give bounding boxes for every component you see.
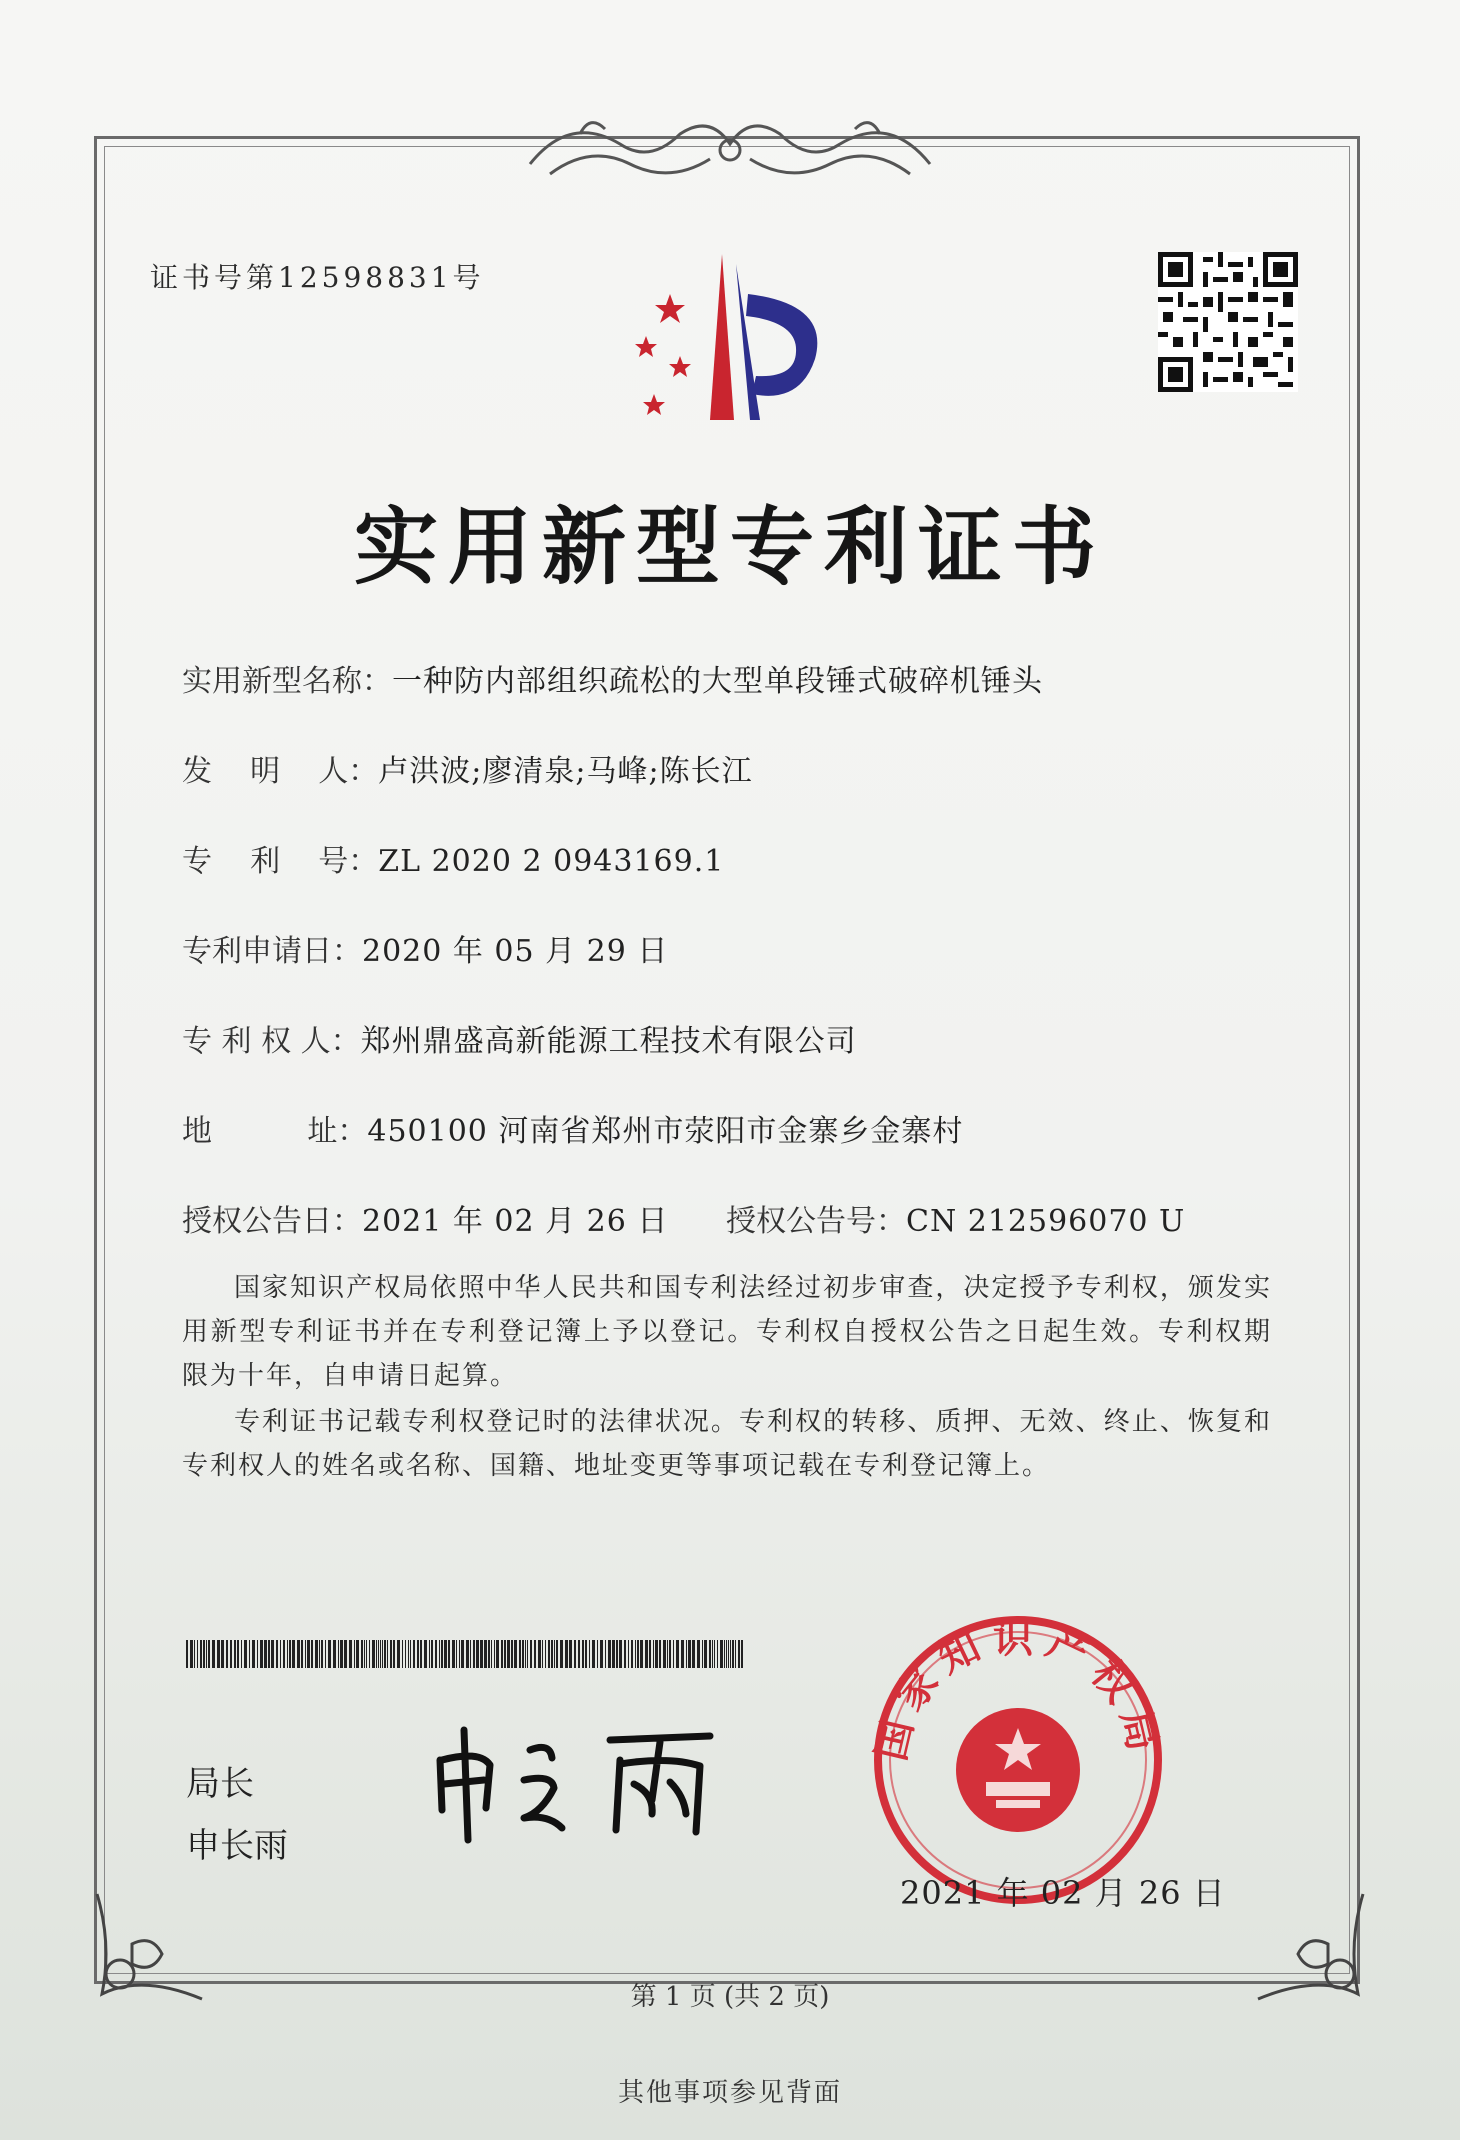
certificate-title: 实用新型专利证书 — [353, 497, 1106, 596]
top-ornament-icon — [510, 104, 950, 194]
field-value: 卢洪波;廖清泉;马峰;陈长江 — [378, 754, 753, 789]
field-value: ZL 2020 2 0943169.1 — [378, 844, 725, 879]
certificate-number: 证书号第12598831号 — [150, 261, 485, 294]
field-label: 专利申请日： — [182, 934, 362, 969]
field-value: 450100 河南省郑州市荥阳市金寨乡金寨村 — [367, 1114, 964, 1149]
field-patentee — [182, 1016, 857, 1060]
field-announcement-date — [182, 1196, 668, 1240]
official-seal-icon — [868, 1610, 1168, 1910]
field-utility-model-name — [182, 656, 1043, 700]
seal-text: 国家知识产权局 — [868, 1615, 1168, 1765]
field-value: 2021 年 02 月 26 日 — [362, 1204, 669, 1239]
field-label: 授权公告号： — [726, 1204, 906, 1239]
seal-date: 2021 年 02 月 26 日 — [900, 1874, 1226, 1912]
field-value: 一种防内部组织疏松的大型单段锤式破碎机锤头 — [392, 664, 1043, 699]
field-application-date — [182, 926, 668, 970]
field-label: 专 利 权 人： — [182, 1024, 361, 1059]
director-signature-icon — [420, 1720, 740, 1850]
field-label: 实用新型名称： — [182, 664, 392, 699]
statement-paragraph-1: 国家知识产权局依照中华人民共和国专利法经过初步审查，决定授予专利权，颁发实用新型专利证书并在专利登记簿上予以登记。专利权自授权公告之日起生效。专利权期限为十年，自申请日起算。 — [182, 1273, 1272, 1391]
field-value: CN 212596070 U — [906, 1204, 1186, 1239]
statement-paragraph-2: 专利证书记载专利权登记时的法律状况。专利权的转移、质押、无效、终止、恢复和专利权人的姓名或名称、国籍、地址变更等事项记载在专利登记簿上。 — [182, 1407, 1272, 1481]
field-label: 专 利 号： — [182, 844, 379, 879]
field-patent-number — [182, 836, 724, 880]
director-name: 申长雨 — [186, 1826, 288, 1866]
field-label: 地 址： — [182, 1114, 368, 1149]
barcode-icon — [186, 1640, 746, 1668]
field-value: 2020 年 05 月 29 日 — [362, 934, 669, 969]
field-address — [182, 1106, 963, 1150]
field-value: 郑州鼎盛高新能源工程技术有限公司 — [360, 1024, 857, 1059]
field-label: 发 明 人： — [182, 754, 379, 789]
field-inventors — [182, 746, 753, 790]
field-label: 授权公告日： — [182, 1204, 362, 1239]
page-number: 第 1 页 (共 2 页) — [630, 1982, 830, 2012]
qr-code-icon — [1158, 252, 1298, 392]
field-announcement-number — [726, 1196, 1185, 1240]
cnipa-logo-icon — [610, 244, 850, 434]
footer-note: 其他事项参见背面 — [617, 2078, 842, 2108]
director-title: 局长 — [186, 1764, 254, 1804]
